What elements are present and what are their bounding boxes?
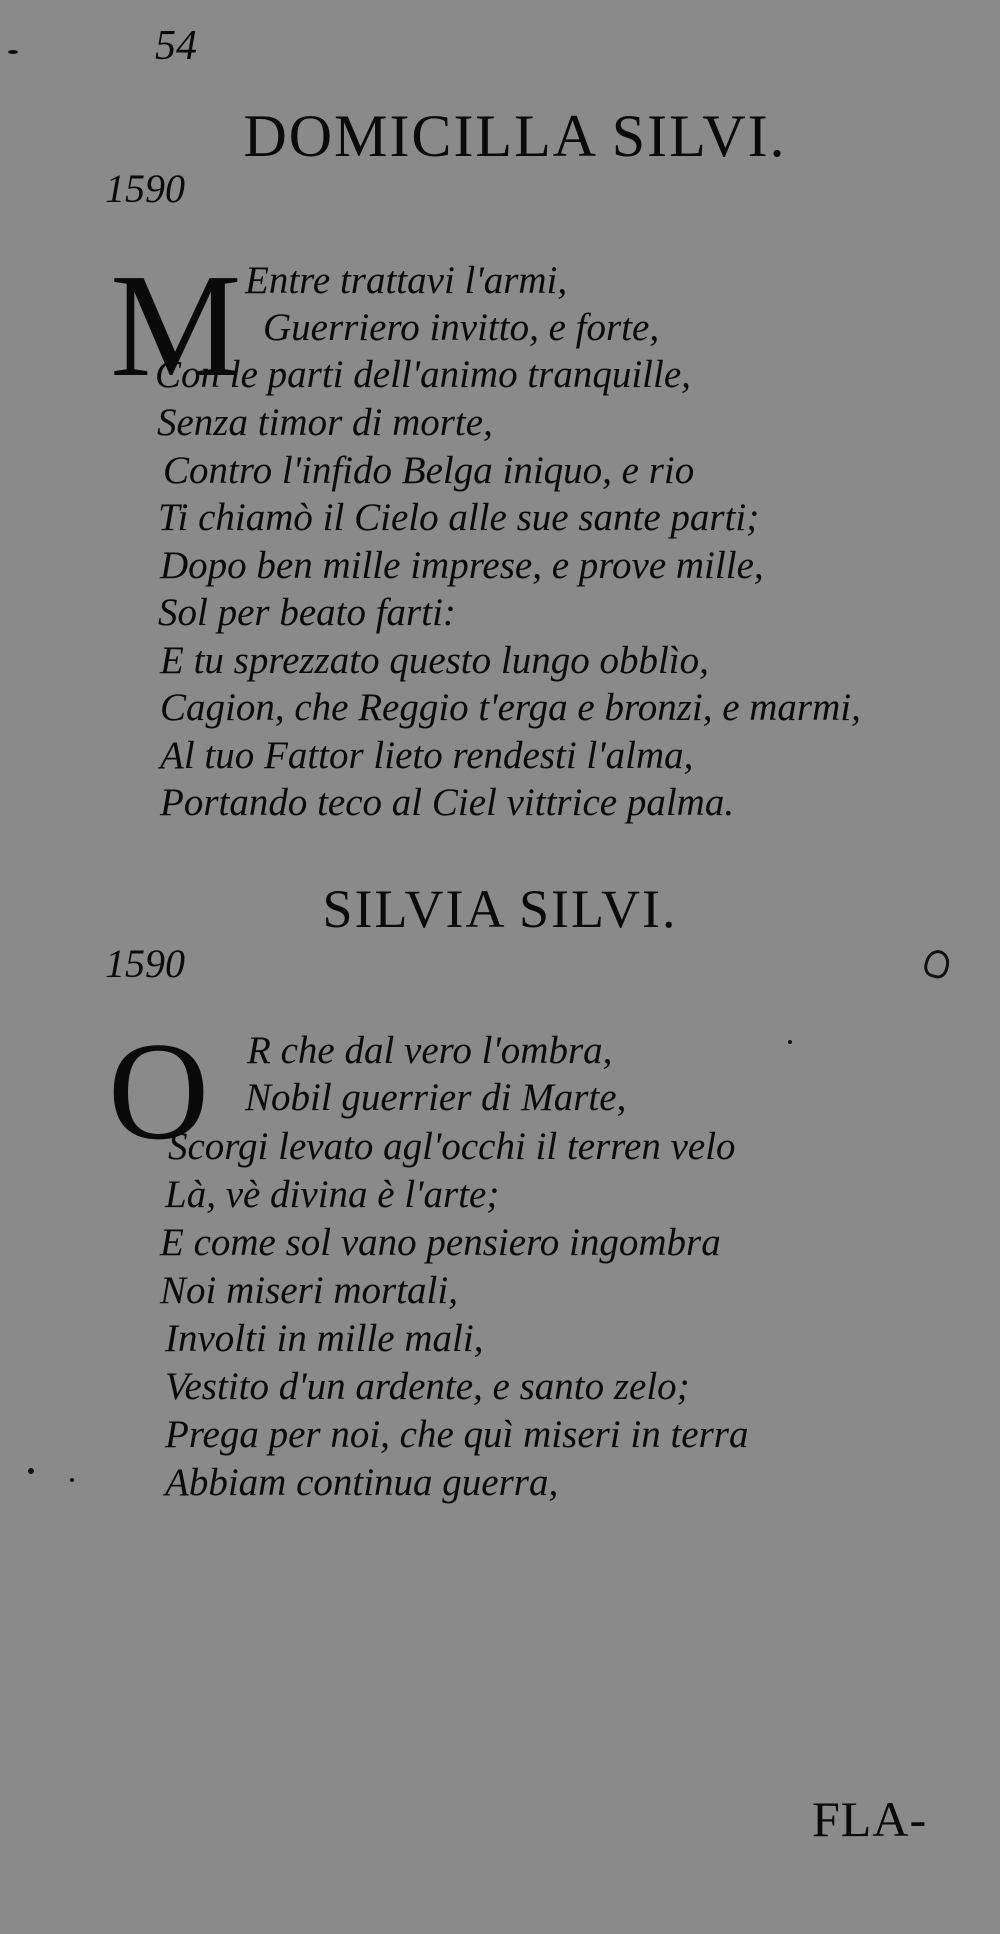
verse-line: Involti in mille mali, — [165, 1317, 484, 1360]
verse-line: Al tuo Fattor lieto rendesti l'alma, — [160, 734, 694, 777]
verse-line: Portando teco al Ciel vittrice palma. — [160, 781, 735, 824]
ink-speck — [70, 1478, 74, 1482]
verse-line: Con le parti dell'animo tranquille, — [155, 353, 691, 396]
ornament-icon — [922, 947, 952, 980]
drop-cap-m: M — [110, 244, 242, 408]
verse-line: Noi miseri mortali, — [160, 1269, 458, 1312]
verse-line: R che dal vero l'ombra, — [247, 1029, 613, 1072]
verse-line: Sol per beato farti: — [158, 591, 456, 634]
ink-speck — [788, 1040, 792, 1044]
verse-line: E come sol vano pensiero ingombra — [160, 1221, 721, 1264]
verse-line: Dopo ben mille imprese, e prove mille, — [160, 544, 764, 587]
section-year-domicilla: 1590 — [105, 166, 185, 211]
page-number: 54 — [155, 23, 197, 69]
section-title-silvia: SILVIA SILVI. — [322, 879, 678, 939]
verse-line: Abbiam continua guerra, — [165, 1461, 559, 1504]
verse-line: Cagion, che Reggio t'erga e bronzi, e marmi, — [160, 686, 861, 729]
section-title-domicilla: DOMICILLA SILVI. — [243, 103, 787, 169]
catchword: FLA- — [812, 1791, 928, 1847]
verse-line: Scorgi levato agl'occhi il terren velo — [168, 1125, 736, 1168]
verse-line: Vestito d'un ardente, e santo zelo; — [165, 1365, 690, 1408]
section-year-silvia: 1590 — [105, 941, 185, 986]
verse-line: Nobil guerrier di Marte, — [245, 1076, 627, 1119]
ink-speck — [8, 50, 18, 54]
verse-line: Contro l'infido Belga iniquo, e rio — [163, 449, 695, 492]
ink-speck — [28, 1468, 34, 1474]
verse-line: Prega per noi, che quì miseri in terra — [165, 1413, 749, 1456]
verse-line: Senza timor di morte, — [157, 401, 493, 444]
verse-line: Là, vè divina è l'arte; — [165, 1173, 500, 1216]
drop-cap-o: O — [108, 1014, 210, 1169]
verse-line: Ti chiamò il Cielo alle sue sante parti; — [158, 496, 760, 539]
verse-line: E tu sprezzato questo lungo obblìo, — [160, 639, 709, 682]
verse-line: Entre trattavi l'armi, — [245, 259, 568, 302]
verse-line: Guerriero invitto, e forte, — [263, 306, 660, 349]
